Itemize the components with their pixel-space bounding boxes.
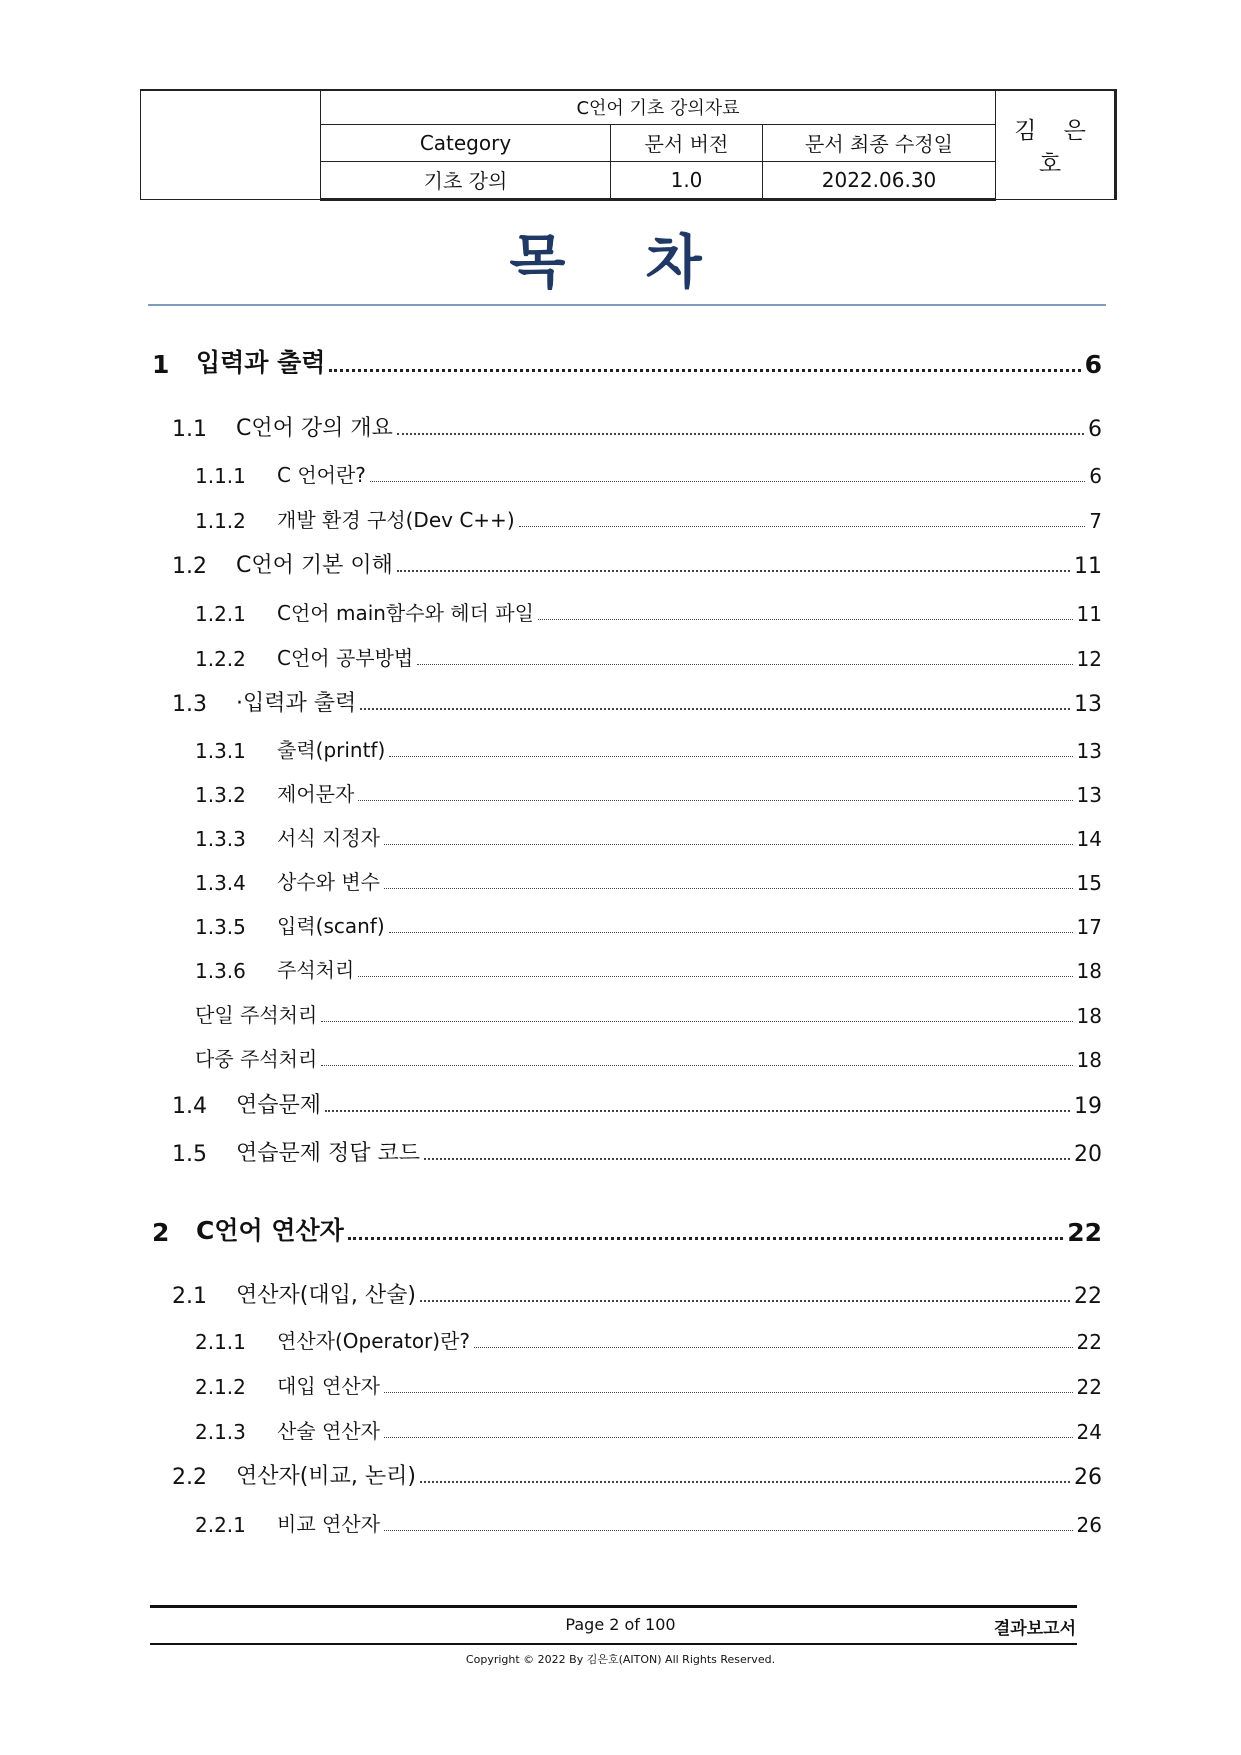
toc-entry-page: 22 bbox=[1076, 1375, 1102, 1399]
toc-entry-page: 6 bbox=[1089, 464, 1102, 488]
toc-entry-label: 대입 연산자 bbox=[277, 1374, 380, 1398]
toc-dot-leader bbox=[384, 1530, 1073, 1531]
footer-doc-type: 결과보고서 bbox=[993, 1619, 1076, 1639]
toc-entry-page: 6 bbox=[1088, 417, 1102, 442]
header-doc-title: C언어 기초 강의자료 bbox=[321, 90, 996, 124]
toc-entry-label: 입력(scanf) bbox=[277, 914, 385, 938]
toc-entry-number: 2 bbox=[152, 1218, 170, 1247]
toc-entry-label: 연습문제 정답 코드 bbox=[236, 1141, 421, 1166]
toc-entry[interactable] bbox=[195, 729, 1102, 763]
toc-entry-page: 22 bbox=[1074, 1284, 1102, 1309]
footer-page-number: Page 2 of 100 bbox=[565, 1615, 676, 1634]
toc-entry-page: 22 bbox=[1067, 1218, 1102, 1247]
toc-entry-label: 입력과 출력 bbox=[196, 348, 326, 377]
toc-entry-number: 2.1.3 bbox=[195, 1420, 246, 1444]
toc-dot-leader bbox=[420, 1481, 1070, 1483]
toc-dot-leader bbox=[348, 1237, 1063, 1240]
footer-divider-top bbox=[150, 1605, 1077, 1608]
toc-entry-label: C언어 기본 이해 bbox=[236, 553, 393, 578]
toc-entry-label: 상수와 변수 bbox=[277, 870, 380, 894]
toc-entry[interactable] bbox=[195, 637, 1102, 671]
toc-entry-number: 2.1.2 bbox=[195, 1375, 246, 1399]
toc-dot-leader bbox=[424, 1158, 1070, 1160]
header-col-version: 문서 버전 bbox=[611, 124, 763, 161]
toc-dot-leader bbox=[358, 976, 1072, 977]
toc-dot-leader bbox=[329, 369, 1080, 372]
toc-entry[interactable] bbox=[152, 345, 1102, 379]
toc-dot-leader bbox=[325, 1110, 1070, 1112]
toc-entry-label: C언어 main함수와 헤더 파일 bbox=[277, 601, 534, 625]
header-version: 1.0 bbox=[611, 161, 763, 199]
header-modified: 2022.06.30 bbox=[763, 161, 996, 199]
toc-entry-page: 15 bbox=[1076, 871, 1102, 895]
toc-entry[interactable] bbox=[172, 408, 1102, 442]
toc-entry-page: 11 bbox=[1076, 602, 1102, 626]
toc-entry-number: 1.1.1 bbox=[195, 464, 246, 488]
toc-entry-number: 1.5 bbox=[172, 1142, 207, 1167]
toc-entry-page: 11 bbox=[1074, 554, 1102, 579]
toc-entry-label: 연산자(비교, 논리) bbox=[236, 1464, 416, 1489]
toc-entry[interactable] bbox=[195, 773, 1102, 807]
toc-entry[interactable] bbox=[172, 1456, 1102, 1490]
toc-entry[interactable] bbox=[195, 994, 1102, 1028]
toc-entry-label: ·입력과 출력 bbox=[236, 691, 357, 716]
toc-entry-number: 1.1 bbox=[172, 417, 207, 442]
toc-entry[interactable] bbox=[172, 1085, 1102, 1119]
toc-entry-number: 2.2 bbox=[172, 1465, 207, 1490]
toc-entry-page: 13 bbox=[1076, 739, 1102, 763]
toc-entry-page: 17 bbox=[1076, 915, 1102, 939]
toc-entry-page: 6 bbox=[1084, 350, 1102, 379]
header-category: 기초 강의 bbox=[321, 161, 611, 199]
toc-entry-page: 13 bbox=[1074, 692, 1102, 717]
toc-entry-label: 연산자(Operator)란? bbox=[277, 1329, 471, 1353]
toc-entry[interactable] bbox=[195, 817, 1102, 851]
header-col-modified: 문서 최종 수정일 bbox=[763, 124, 996, 161]
toc-entry-number: 1.1.2 bbox=[195, 509, 246, 533]
toc-entry[interactable] bbox=[195, 1365, 1102, 1399]
toc-entry-page: 18 bbox=[1076, 959, 1102, 983]
toc-entry-page: 24 bbox=[1076, 1420, 1102, 1444]
toc-dot-leader bbox=[358, 800, 1072, 801]
toc-entry-number: 1.2.2 bbox=[195, 647, 246, 671]
toc-entry-page: 7 bbox=[1089, 509, 1102, 533]
toc-entry-label: 산술 연산자 bbox=[277, 1419, 380, 1443]
footer-divider-bottom bbox=[150, 1643, 1077, 1645]
toc-entry-label: 주석처리 bbox=[277, 958, 355, 982]
toc-entry-page: 26 bbox=[1074, 1465, 1102, 1490]
toc-dot-leader bbox=[360, 708, 1070, 710]
toc-dot-leader bbox=[384, 844, 1073, 845]
toc-entry-page: 19 bbox=[1074, 1094, 1102, 1119]
toc-entry[interactable] bbox=[195, 1038, 1102, 1072]
title-divider bbox=[148, 304, 1106, 306]
toc-entry[interactable] bbox=[152, 1213, 1102, 1247]
toc-entry-number: 2.2.1 bbox=[195, 1513, 246, 1537]
toc-entry-number: 1 bbox=[152, 350, 170, 379]
toc-entry-label: 다중 주석처리 bbox=[195, 1047, 318, 1071]
toc-dot-leader bbox=[420, 1300, 1070, 1302]
toc-dot-leader bbox=[538, 619, 1073, 620]
footer-copyright: Copyright © 2022 By 김은호(AITON) All Rights Reserved. bbox=[465, 1653, 776, 1666]
toc-entry[interactable] bbox=[195, 499, 1102, 533]
toc-entry[interactable] bbox=[172, 1275, 1102, 1309]
toc-entry[interactable] bbox=[195, 1410, 1102, 1444]
toc-entry-number: 2.1.1 bbox=[195, 1330, 246, 1354]
toc-entry-number: 1.3.1 bbox=[195, 739, 246, 763]
toc-entry[interactable] bbox=[195, 861, 1102, 895]
toc-entry-label: 개발 환경 구성(Dev C++) bbox=[277, 508, 515, 532]
toc-entry[interactable] bbox=[195, 454, 1102, 488]
toc-entry-page: 18 bbox=[1076, 1048, 1102, 1072]
logo-cell bbox=[141, 90, 321, 200]
toc-entry-label: 비교 연산자 bbox=[277, 1512, 380, 1536]
toc-dot-leader bbox=[321, 1021, 1072, 1022]
toc-entry-label: 출력(printf) bbox=[277, 738, 386, 762]
toc-entry-number: 1.3.6 bbox=[195, 959, 246, 983]
toc-entry-label: 서식 지정자 bbox=[277, 826, 380, 850]
toc-entry-number: 1.3.4 bbox=[195, 871, 246, 895]
toc-entry[interactable] bbox=[172, 1133, 1102, 1167]
toc-entry-label: C 언어란? bbox=[277, 463, 366, 487]
toc-entry[interactable] bbox=[195, 1503, 1102, 1537]
toc-entry-label: C언어 공부방법 bbox=[277, 646, 414, 670]
toc-entry-page: 18 bbox=[1076, 1004, 1102, 1028]
toc-entry-label: C언어 연산자 bbox=[196, 1216, 344, 1245]
toc-entry-page: 14 bbox=[1076, 827, 1102, 851]
toc-entry[interactable] bbox=[172, 545, 1102, 579]
toc-entry-page: 22 bbox=[1076, 1330, 1102, 1354]
toc-dot-leader bbox=[519, 526, 1086, 527]
toc-entry-page: 20 bbox=[1074, 1142, 1102, 1167]
toc-dot-leader bbox=[370, 481, 1085, 482]
toc-dot-leader bbox=[417, 664, 1072, 665]
header-author: 김 은 호 bbox=[996, 90, 1116, 200]
toc-dot-leader bbox=[389, 932, 1073, 933]
toc-entry-label: 단일 주석처리 bbox=[195, 1003, 318, 1027]
toc-dot-leader bbox=[321, 1065, 1072, 1066]
toc-entry-label: C언어 강의 개요 bbox=[236, 416, 393, 441]
toc-entry[interactable] bbox=[195, 949, 1102, 983]
toc-entry[interactable] bbox=[195, 592, 1102, 626]
toc-entry-number: 1.4 bbox=[172, 1094, 207, 1119]
toc-entry-page: 26 bbox=[1076, 1513, 1102, 1537]
toc-entry[interactable] bbox=[195, 1320, 1102, 1354]
toc-entry-number: 2.1 bbox=[172, 1284, 207, 1309]
toc-entry-label: 연습문제 bbox=[236, 1093, 322, 1118]
toc-dot-leader bbox=[397, 570, 1070, 572]
toc-entry[interactable] bbox=[172, 683, 1102, 717]
toc-entry-page: 12 bbox=[1076, 647, 1102, 671]
toc-entry-page: 13 bbox=[1076, 783, 1102, 807]
toc-dot-leader bbox=[474, 1347, 1073, 1348]
header-table bbox=[140, 89, 1117, 201]
toc-dot-leader bbox=[384, 888, 1073, 889]
toc-entry-number: 1.3.5 bbox=[195, 915, 246, 939]
toc-entry-number: 1.3.2 bbox=[195, 783, 246, 807]
toc-entry-number: 1.2.1 bbox=[195, 602, 246, 626]
toc-dot-leader bbox=[389, 756, 1072, 757]
toc-dot-leader bbox=[384, 1392, 1073, 1393]
toc-entry[interactable] bbox=[195, 905, 1102, 939]
toc-entry-number: 1.3 bbox=[172, 692, 207, 717]
toc-dot-leader bbox=[384, 1437, 1073, 1438]
toc-entry-number: 1.3.3 bbox=[195, 827, 246, 851]
toc-entry-number: 1.2 bbox=[172, 554, 207, 579]
header-col-category: Category bbox=[321, 124, 611, 161]
toc-entry-label: 제어문자 bbox=[277, 782, 355, 806]
page-title: 목 차 bbox=[509, 228, 732, 296]
toc-dot-leader bbox=[397, 433, 1084, 435]
toc-entry-label: 연산자(대입, 산술) bbox=[236, 1283, 416, 1308]
